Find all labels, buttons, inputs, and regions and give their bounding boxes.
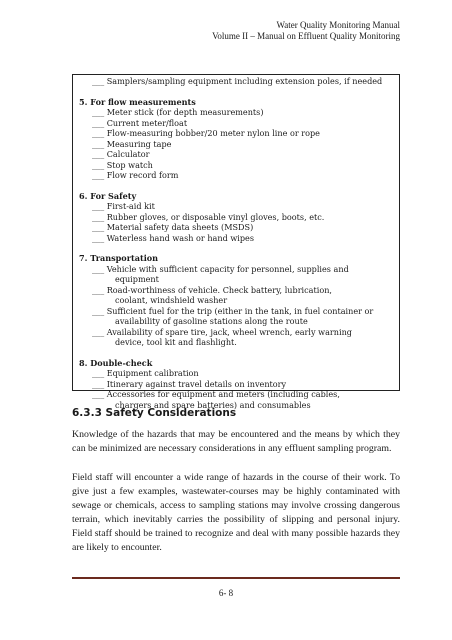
checklist-item-continuation: coolant, windshield washer — [115, 295, 228, 305]
checklist-item-text: ___ Sufficient fuel for the trip (either in the tank, in fuel container or — [92, 305, 374, 316]
checklist-item-text: ___ Flow record form — [92, 170, 179, 180]
header-subtitle: Volume II – Manual on Effluent Quality Monitoring — [212, 31, 400, 41]
section-heading: 6.3.3 Safety Considerations — [72, 407, 237, 419]
checklist-item — [79, 233, 399, 244]
checklist-item — [79, 285, 399, 306]
checklist-section-title: 6. For Safety — [79, 190, 137, 201]
checklist-item-text: ___ Flow-measuring bobber/20 meter nylon line or rope — [92, 128, 320, 138]
checklist-item — [79, 222, 399, 233]
checklist-item — [79, 128, 399, 139]
checklist-section-title: 7. Transportation — [79, 253, 159, 263]
checklist-item-text: ___ Accessories for equipment and meters (including cables, — [92, 389, 340, 399]
checklist-item — [79, 170, 399, 181]
page-number: 6- 8 — [218, 588, 234, 598]
checklist-item — [79, 118, 399, 129]
checklist — [79, 76, 399, 410]
checklist-item-text: ___ Rubber gloves, or disposable vinyl gloves, boots, etc. — [92, 211, 325, 222]
checklist-item-text: ___ Vehicle with sufficient capacity for personnel, supplies and — [92, 263, 349, 274]
checklist-item-text: ___ Road-worthiness of vehicle. Check battery, lubrication, — [92, 284, 333, 295]
running-header — [212, 20, 400, 42]
checklist-item — [79, 306, 399, 327]
checklist-item — [79, 139, 399, 150]
checklist-item — [79, 212, 399, 223]
header-title: Water Quality Monitoring Manual — [276, 20, 400, 30]
checklist-item-continuation: chargers and spare batteries) and consumables — [115, 399, 311, 410]
checklist-item-text: ___ Measuring tape — [92, 138, 172, 149]
checklist-item-text: ___ Availability of spare tire, jack, wheel wrench, early warning — [92, 326, 352, 337]
checklist-item-text: ___ Stop watch — [92, 159, 153, 170]
checklist-item-text: ___ First-aid kit — [92, 201, 155, 211]
checklist-item-text: ___ Waterless hand wash or hand wipes — [92, 232, 254, 243]
checklist-item-text: ___ Material safety data sheets (MSDS) — [92, 222, 254, 232]
checklist-item — [79, 201, 399, 212]
footer-rule — [72, 577, 400, 579]
checklist-item — [79, 379, 399, 390]
paragraph: Field staff will encounter a wide range of hazards in the course of their work. To give just a few examples, wastewater-courses may be highly contaminated with sewage or chemicals, access to sampling stations may involve crossing dangerous terrain, which inevitably carries the possibility of slipping and personal injury. Field staff should be trained to recognize and deal with many possible hazards they are likely to encounter. — [72, 472, 400, 553]
checklist-section-title: 5. For flow measurements — [79, 96, 196, 107]
checklist-item-text: ___ Current meter/float — [92, 117, 188, 128]
checklist-item-text: ___ Calculator — [92, 149, 150, 159]
checklist-section-title: 8. Double-check — [79, 357, 153, 368]
checklist-item — [79, 368, 399, 379]
checklist-item — [79, 327, 399, 348]
checklist-item-text: ___ Meter stick (for depth measurements) — [92, 107, 264, 117]
checklist-item — [79, 107, 399, 118]
checklist-item-continuation: equipment — [115, 274, 159, 284]
paragraph: Knowledge of the hazards that may be encountered and the means by which they can be minimized are necessary considerations in any effluent sampling program. — [72, 429, 400, 454]
checklist-item-continuation: availability of gasoline stations along the route — [115, 316, 308, 326]
checklist-item — [79, 264, 399, 285]
checklist-item — [79, 149, 399, 160]
checklist-item — [79, 160, 399, 171]
checklist-item-text: ___ Equipment calibration — [92, 368, 199, 378]
checklist-item: ___ Samplers/sampling equipment including extension poles, if needed — [92, 76, 383, 86]
checklist-item-text: ___ Itinerary against travel details on inventory — [92, 378, 287, 389]
checklist-item-continuation: device, tool kit and flashlight. — [115, 337, 237, 347]
